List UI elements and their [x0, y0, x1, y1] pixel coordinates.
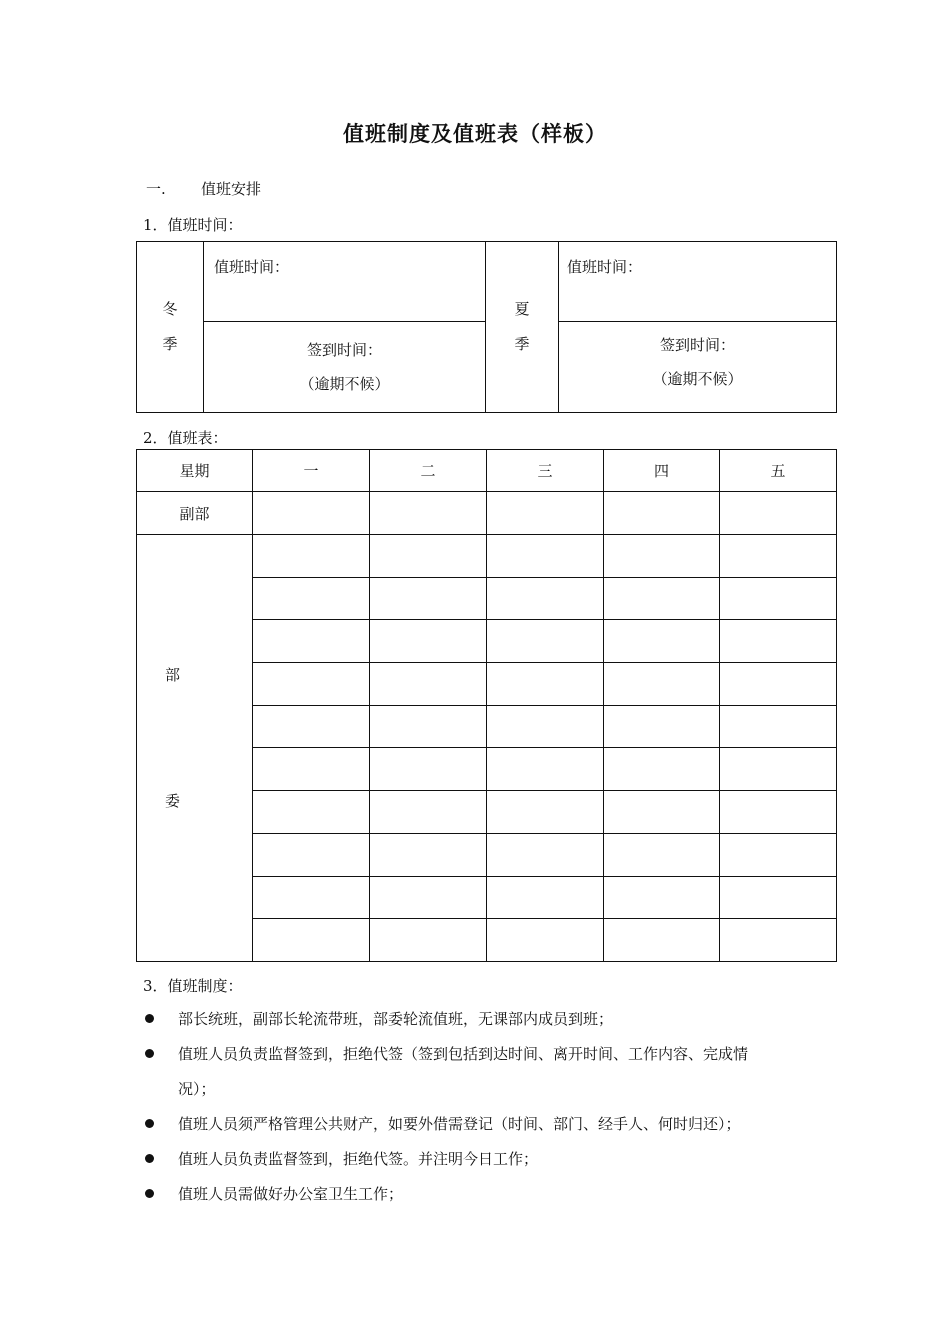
- schedule-cell: [253, 748, 370, 791]
- schedule-cell: [720, 620, 837, 663]
- duty-time-table: [136, 241, 837, 413]
- schedule-cell: [604, 705, 720, 748]
- schedule-cell: [604, 620, 720, 663]
- schedule-cell: [720, 791, 837, 834]
- summer-signin-cell: [559, 322, 837, 413]
- summer-overdue-note: （逾期不候）: [652, 370, 743, 388]
- summer-char-2: 季: [514, 335, 530, 353]
- day-header: 四: [604, 450, 720, 492]
- schedule-cell: [253, 577, 370, 620]
- schedule-cell: [720, 705, 837, 748]
- schedule-cell: [487, 620, 604, 663]
- rule-item: 值班人员须严格管理公共财产，如要外借需登记（时间、部门、经手人、何时归还）；: [178, 1115, 741, 1133]
- summer-char-1: 夏: [514, 300, 530, 318]
- schedule-cell: [253, 535, 370, 578]
- schedule-cell: [370, 876, 487, 919]
- member-row: [137, 535, 837, 578]
- schedule-cell: [487, 577, 604, 620]
- schedule-cell: [487, 663, 604, 706]
- member-label-char: 部: [165, 665, 181, 684]
- schedule-cell: [253, 876, 370, 919]
- schedule-cell: [604, 748, 720, 791]
- rule-item: 值班人员负责监督签到，拒绝代签（签到包括到达时间、离开时间、工作内容、完成情: [178, 1045, 749, 1063]
- day-header: 五: [720, 450, 837, 492]
- schedule-cell: [720, 919, 837, 962]
- winter-overdue-note: （逾期不候）: [299, 375, 390, 393]
- schedule-cell: [487, 535, 604, 578]
- schedule-cell: [604, 577, 720, 620]
- winter-signin-label: 签到时间：: [306, 341, 382, 359]
- schedule-cell: [604, 492, 720, 535]
- schedule-cell: [487, 492, 604, 535]
- schedule-cell: [720, 577, 837, 620]
- schedule-cell: [487, 791, 604, 834]
- vice-row: [137, 492, 837, 535]
- rules-heading: 3．值班制度：: [143, 977, 243, 995]
- schedule-cell: [370, 705, 487, 748]
- member-label-cell: [137, 535, 253, 962]
- weekday-header: 星期: [137, 450, 253, 492]
- schedule-cell: [720, 535, 837, 578]
- page-title: 值班制度及值班表（样板）: [343, 122, 607, 146]
- schedule-header-row: [137, 450, 837, 492]
- member-label-char: 委: [165, 791, 181, 810]
- winter-char-2: 季: [162, 335, 178, 353]
- schedule-cell: [370, 492, 487, 535]
- schedule-cell: [253, 620, 370, 663]
- schedule-cell: [604, 535, 720, 578]
- schedule-cell: [487, 876, 604, 919]
- day-header: 三: [487, 450, 604, 492]
- schedule-cell: [604, 791, 720, 834]
- summer-cell: [486, 242, 559, 413]
- day-header: 一: [253, 450, 370, 492]
- bullet-icon: [145, 1119, 154, 1128]
- summer-duty-time-label: 值班时间：: [567, 258, 643, 276]
- schedule-cell: [487, 833, 604, 876]
- schedule-cell: [370, 577, 487, 620]
- schedule-cell: [604, 919, 720, 962]
- schedule-cell: [370, 748, 487, 791]
- bullet-icon: [145, 1154, 154, 1163]
- schedule-cell: [720, 833, 837, 876]
- summer-duty-time-cell: [559, 242, 837, 322]
- schedule-cell: [720, 492, 837, 535]
- schedule-cell: [253, 919, 370, 962]
- winter-signin-cell: [204, 322, 486, 413]
- rule-item: 值班人员需做好办公室卫生工作；: [178, 1185, 404, 1203]
- schedule-cell: [604, 876, 720, 919]
- schedule-cell: [720, 663, 837, 706]
- schedule-cell: [370, 663, 487, 706]
- rule-item: 值班人员负责监督签到，拒绝代签。并注明今日工作；: [178, 1150, 539, 1168]
- schedule-cell: [370, 833, 487, 876]
- rule-item: 部长统班，副部长轮流带班，部委轮流值班，无课部内成员到班；: [178, 1010, 614, 1028]
- bullet-icon: [145, 1189, 154, 1198]
- schedule-cell: [370, 620, 487, 663]
- section-number: 一.: [146, 180, 166, 198]
- vice-label: 副部: [137, 492, 253, 535]
- schedule-cell: [253, 833, 370, 876]
- bullet-icon: [145, 1014, 154, 1023]
- bullet-icon: [145, 1049, 154, 1058]
- day-header: 二: [370, 450, 487, 492]
- schedule-cell: [253, 663, 370, 706]
- schedule-heading: 2．值班表：: [143, 429, 228, 447]
- section-heading: 值班安排: [201, 180, 262, 198]
- schedule-cell: [253, 492, 370, 535]
- schedule-cell: [253, 705, 370, 748]
- schedule-cell: [487, 705, 604, 748]
- schedule-cell: [253, 791, 370, 834]
- schedule-cell: [604, 833, 720, 876]
- winter-cell: [137, 242, 204, 413]
- schedule-table: [136, 449, 837, 962]
- schedule-cell: [720, 748, 837, 791]
- schedule-cell: [487, 748, 604, 791]
- schedule-cell: [370, 535, 487, 578]
- duty-time-heading: 1．值班时间：: [143, 216, 243, 234]
- rule-item-continued: 况）；: [178, 1080, 216, 1098]
- winter-duty-time-cell: [204, 242, 486, 322]
- schedule-cell: [487, 919, 604, 962]
- schedule-cell: [720, 876, 837, 919]
- schedule-cell: [370, 791, 487, 834]
- schedule-cell: [604, 663, 720, 706]
- winter-char-1: 冬: [162, 300, 178, 318]
- winter-duty-time-label: 值班时间：: [214, 258, 290, 276]
- summer-signin-label: 签到时间：: [659, 336, 735, 354]
- schedule-cell: [370, 919, 487, 962]
